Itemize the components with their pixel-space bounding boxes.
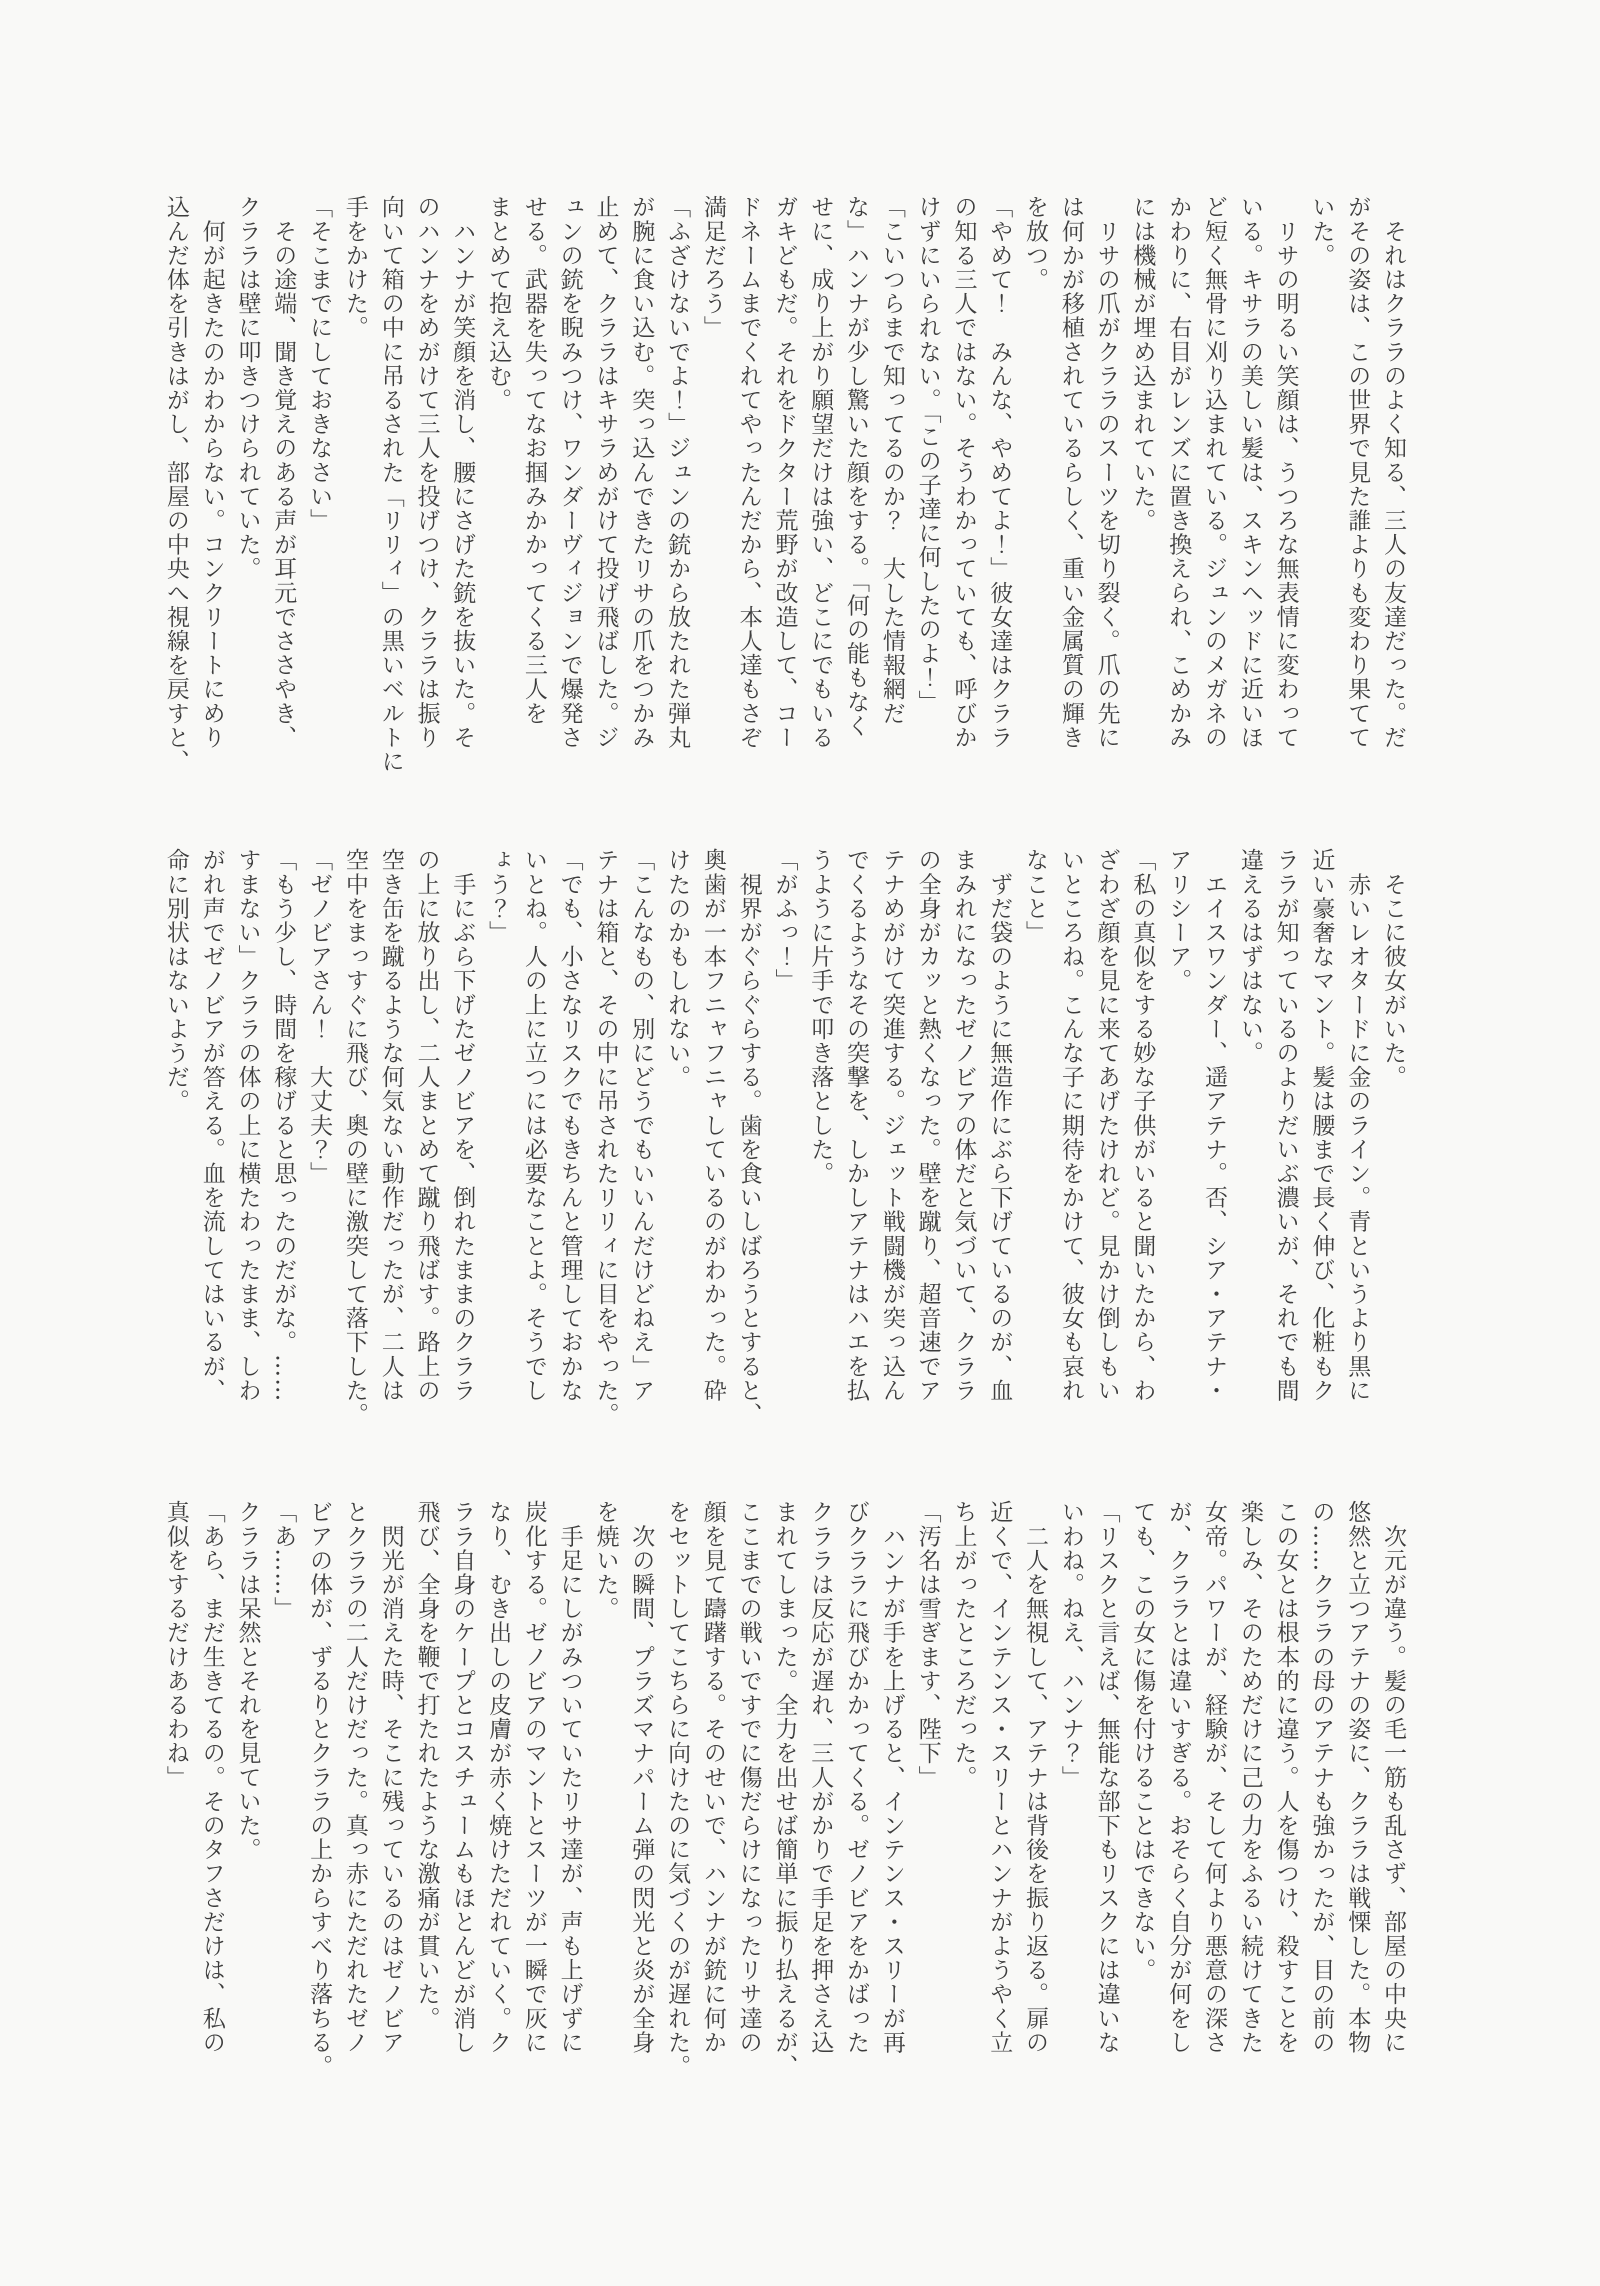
text-column: いところね。こんな子に期待をかけて、彼女も哀れ [1057,848,1084,1403]
text-column: 「でも、小さなリスクでもきちんと管理しておかな [556,848,583,1403]
text-column: 「こんなもの、別にどうでもいいんだけどねえ」ア [628,848,655,1403]
text-column: うように片手で叩き落とした。 [807,848,834,1186]
text-column: ハンナが笑顔を消し、腰にさげた銃を抜いた。そ [449,195,476,750]
text-column: には機械が埋め込まれていた。 [1129,195,1156,533]
text-column: ざわざ顔を見に来てあげたけれど。見かけ倒しもい [1093,848,1120,1403]
text-column: クララは呆然とそれを見ていた。 [234,1500,261,1862]
text-column: 「リスクと言えば、無能な部下もリスクには違いな [1093,1500,1120,2055]
text-column: エイスワンダー、遥アテナ。否、シア・アテナ・ [1201,848,1228,1403]
text-column: リサの爪がクララのスーツを切り裂く。爪の先に [1093,195,1120,750]
text-column: ュンの銃を睨みつけ、ワンダーヴィジョンで爆発さ [556,195,583,750]
text-band-middle [157,848,1410,1430]
text-column: の上に放り出し、二人まとめて蹴り飛ばす。路上の [413,848,440,1403]
text-column: は何かが移植されているらしく、重い金属質の輝き [1057,195,1084,750]
text-column: リサの明るい笑顔は、うつろな無表情に変わって [1272,195,1299,750]
text-column: ても、この女に傷を付けることはできない。 [1129,1500,1156,1982]
text-column: 飛び、全身を鞭で打たれたような激痛が貫いた。 [413,1500,440,2031]
text-column: がれ声でゼノビアが答える。血を流してはいるが、 [198,848,225,1403]
text-column: 「あら、まだ生きてるの。そのタフさだけは、私の [198,1500,225,2055]
text-column: せる。武器を失ってなお掴みかかってくる三人を [520,195,547,726]
text-band-top [157,195,1410,777]
text-column: 「こいつらまで知ってるのか？ 大した情報網だ [878,195,905,726]
text-column: クララは反応が遅れ、三人がかりで手足を押さえ込 [807,1500,834,2055]
text-column: 空き缶を蹴るような何気ない動作だったが、二人は [377,848,404,1403]
text-column: びクララに飛びかかってくる。ゼノビアをかばった [843,1500,870,2055]
text-column: 次元が違う。髪の毛一筋も乱さず、部屋の中央に [1380,1500,1406,2055]
text-column: の知る三人ではない。そうわかっていても、呼びか [950,195,977,750]
text-column: 手にぶら下げたゼノビアを、倒れたままのクララ [449,848,476,1403]
text-column: せに、成り上がり願望だけは強い、どこにでもいる [807,195,834,750]
text-column: ガキどもだ。それをドクター荒野が改造して、コー [771,195,798,750]
text-column: テナめがけて突進する。ジェット戦闘機が突っ込ん [878,848,905,1403]
text-column: すまない」クララの体の上に横たわったまま、しわ [234,848,261,1403]
text-column: の……クララの母のアテナも強かったが、目の前の [1308,1500,1335,2055]
text-column: いた。 [1308,195,1335,268]
text-column: 「私の真似をする妙な子供がいると聞いたから、わ [1129,848,1156,1403]
text-column: まれてしまった。全力を出せば簡単に振り払えるが、 [771,1500,798,2079]
text-column: ビアの体が、ずるりとクララの上からすべり落ちる。 [306,1500,333,2079]
text-column: 近くで、インテンス・スリーとハンナがようやく立 [986,1500,1013,2055]
text-column: 「そこまでにしておきなさい」 [306,195,333,533]
text-column: 真似をするだけあるわね」 [162,1500,189,1790]
text-column: 視界がぐらぐらする。歯を食いしばろうとすると、 [735,848,762,1427]
text-column: 空中をまっすぐに飛び、奥の壁に激突して落下した。 [341,848,368,1427]
text-column: 悠然と立つアテナの姿に、クララは戦慄した。本物 [1344,1500,1371,2055]
text-column: 二人を無視して、アテナは背後を振り返る。扉の [1022,1500,1049,2055]
text-column: ハンナが手を上げると、インテンス・スリーが再 [878,1500,905,2055]
text-column: 手をかけた。 [341,195,368,340]
text-column: 「ふざけないでよ！」ジュンの銃から放たれた弾丸 [664,195,691,750]
text-column: いとね。人の上に立つには必要なことよ。そうでし [520,848,547,1403]
text-column: が、クララとは違いすぎる。おそらく自分が何をし [1165,1500,1192,2055]
text-column: ょう？」 [485,848,512,945]
text-column: ち上がったところだった。 [950,1500,977,1790]
text-column: 炭化する。ゼノビアのマントとスーツが一瞬で灰に [520,1500,547,2055]
text-column: アリシーア。 [1165,848,1192,993]
text-column: 向いて箱の中に吊るされた「リリィ」の黒いベルトに [377,195,404,774]
text-column: 「汚名は雪ぎます、陛下」 [914,1500,941,1790]
text-column: なこと」 [1022,848,1049,945]
text-column: いる。キサラの美しい髪は、スキンヘッドに近いほ [1236,195,1263,750]
text-column: ここまでの戦いですでに傷だらけになったリサ達の [735,1500,762,2055]
text-column: とクララの二人だけだった。真っ赤にただれたゼノ [341,1500,368,2055]
text-column: いわね。ねえ、ハンナ？」 [1057,1500,1084,1790]
text-column: がその姿は、この世界で見た誰よりも変わり果てて [1344,195,1371,750]
text-column: 次の瞬間、プラズマナパーム弾の閃光と炎が全身 [628,1500,655,2055]
text-column: 「あ……」 [270,1500,297,1621]
text-column: 閃光が消えた時、そこに残っているのはゼノビア [377,1500,404,2055]
text-column: 手足にしがみついていたリサ達が、声も上げずに [556,1500,583,2055]
text-column: な」ハンナが少し驚いた顔をする。「何の能もなく [843,195,870,738]
text-column: クララは壁に叩きつけられていた。 [234,195,261,581]
text-column: その途端、聞き覚えのある声が耳元でささやき、 [270,195,297,750]
text-column: が腕に食い込む。突っ込んできたリサの爪をつかみ [628,195,655,750]
text-column: 奥歯が一本フニャフニャしているのがわかった。砕 [699,848,726,1403]
text-column: ど短く無骨に刈り込まれている。ジュンのメガネの [1201,195,1228,750]
text-column: を放つ。 [1022,195,1049,292]
text-column: でくるようなその突撃を、しかしアテナはハエを払 [843,848,870,1403]
text-column: かわりに、右目がレンズに置き換えられ、こめかみ [1165,195,1192,750]
text-column: 顔を見て躊躇する。そのせいで、ハンナが銃に何か [699,1500,726,2055]
text-column: なり、むき出しの皮膚が赤く焼けただれていく。ク [485,1500,512,2055]
text-column: 「ゼノビアさん！ 大丈夫？」 [306,848,333,1186]
text-column: 止めて、クララはキサラめがけて投げ飛ばした。ジ [592,195,619,750]
text-column: のハンナをめがけて三人を投げつけ、クララは振り [413,195,440,750]
text-column: をセットしてこちらに向けたのに気づくのが遅れた。 [664,1500,691,2079]
text-column: を焼いた。 [592,1500,619,1621]
text-column: 近い豪奢なマント。髪は腰まで長く伸び、化粧もク [1308,848,1335,1403]
text-column: けたのかもしれない。 [664,848,691,1089]
text-column: 込んだ体を引きはがし、部屋の中央へ視線を戻すと、 [162,195,189,774]
text-column: けずにいられない。「この子達に何したのよ！」 [914,195,941,714]
text-column: 「やめて！ みんな、やめてよ！」彼女達はクララ [986,195,1013,750]
text-column: 命に別状はないようだ。 [162,848,189,1114]
text-column: 「がふっ！」 [771,848,798,993]
text-column: ずだ袋のように無造作にぶら下げているのが、血 [986,848,1013,1403]
text-column: そこに彼女がいた。 [1380,848,1406,1089]
text-column: 何が起きたのかわからない。コンクリートにめり [198,195,225,750]
text-column: 女帝。パワーが、経験が、そして何より悪意の深さ [1201,1500,1228,2055]
text-column: ドネームまでくれてやったんだから、本人達もさぞ [735,195,762,750]
text-column: 違えるはずはない。 [1236,848,1263,1065]
text-band-bottom [157,1500,1410,2082]
text-column: まとめて抱え込む。 [485,195,512,412]
text-column: テナは箱と、その中に吊されたリリィに目をやった。 [592,848,619,1427]
text-column: ララ自身のケープとコスチュームもほとんどが消し [449,1500,476,2055]
text-column: この女とは根本的に違う。人を傷つけ、殺すことを [1272,1500,1299,2055]
text-column: 「もう少し、時間を稼げると思ったのだがな。…… [270,848,297,1403]
text-column: 満足だろう」 [699,195,726,340]
text-column: それはクララのよく知る、三人の友達だった。だ [1380,195,1406,750]
text-column: 楽しみ、そのためだけに己の力をふるい続けてきた [1236,1500,1263,2055]
text-column: ララが知っているのよりだいぶ濃いが、それでも間 [1272,848,1299,1403]
text-column: まみれになったゼノビアの体だと気づいて、クララ [950,848,977,1403]
text-column: 赤いレオタードに金のライン。青というより黒に [1344,848,1371,1403]
text-column: の全身がカッと熱くなった。壁を蹴り、超音速でア [914,848,941,1403]
